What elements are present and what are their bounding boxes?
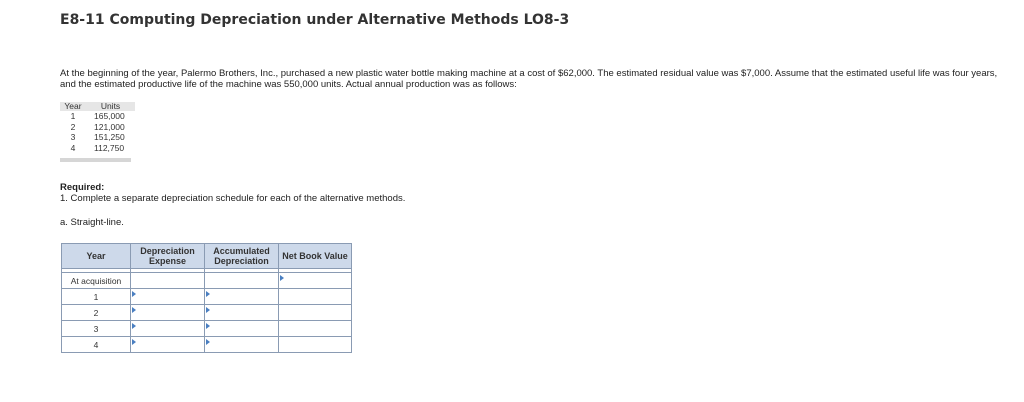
nbv-field-2[interactable] — [279, 306, 351, 319]
input-marker-icon — [206, 307, 210, 313]
dep-expense-input-1[interactable] — [131, 289, 205, 305]
production-units-table — [60, 102, 135, 153]
table-row — [62, 305, 352, 321]
acc-dep-input-4[interactable] — [205, 337, 279, 353]
units-header-year: Year — [60, 102, 86, 111]
acc-dep-input-1[interactable] — [205, 289, 279, 305]
table-row — [62, 321, 352, 337]
input-marker-icon — [132, 291, 136, 297]
table-row — [60, 122, 135, 133]
table-row — [60, 132, 135, 143]
input-marker-icon — [206, 323, 210, 329]
acc-dep-field-3[interactable] — [205, 322, 278, 335]
acc-dep-field-4[interactable] — [205, 338, 278, 351]
nbv-input-1[interactable] — [279, 289, 352, 305]
acc-dep-cell-blank — [205, 273, 279, 289]
units-year: 4 — [70, 142, 76, 153]
schedule-header — [62, 244, 352, 269]
input-marker-icon — [132, 339, 136, 345]
input-marker-icon — [132, 307, 136, 313]
table-row — [62, 337, 352, 353]
nbv-field-4[interactable] — [279, 338, 351, 351]
table-row — [60, 111, 135, 122]
units-value: 112,750 — [94, 142, 125, 153]
nbv-acquisition-field[interactable] — [279, 274, 351, 287]
nbv-field-3[interactable] — [279, 322, 351, 335]
schedule-year-label: At acquisition — [62, 273, 131, 289]
straight-line-schedule — [61, 243, 352, 353]
acc-dep-field-1[interactable] — [205, 290, 278, 303]
dep-expense-input-2[interactable] — [131, 305, 205, 321]
schedule-year-label: 1 — [62, 289, 131, 305]
dep-expense-field-3[interactable] — [131, 322, 204, 335]
nbv-acquisition-input[interactable] — [279, 273, 352, 289]
table-row — [62, 289, 352, 305]
required-heading: Required: — [60, 182, 105, 193]
acc-dep-field-2[interactable] — [205, 306, 278, 319]
units-value: 165,000 — [94, 111, 125, 121]
schedule-year-label: 3 — [62, 321, 131, 337]
dep-expense-input-3[interactable] — [131, 321, 205, 337]
dep-expense-input-4[interactable] — [131, 337, 205, 353]
part-a-label: a. Straight-line. — [60, 217, 124, 228]
units-table-divider — [60, 158, 131, 162]
problem-title: E8-11 Computing Depreciation under Alternative Methods LO8-3 — [60, 12, 570, 28]
input-marker-icon — [206, 339, 210, 345]
dep-expense-field-4[interactable] — [131, 338, 204, 351]
schedule-header-dep-expense: Depreciation Expense — [131, 244, 205, 269]
nbv-input-3[interactable] — [279, 321, 352, 337]
input-marker-icon — [206, 291, 210, 297]
units-header-units: Units — [86, 102, 135, 111]
units-table-header — [60, 102, 135, 111]
dep-expense-cell-blank — [131, 273, 205, 289]
input-marker-icon — [132, 323, 136, 329]
problem-description: At the beginning of the year, Palermo Brothers, Inc., purchased a new plastic water bottle making machine at a cost of $62,000. The estimated residual value was $7,000. Assume that the estimated useful life was four years, and the estimated productive life of the machine was 550,000 units. Actual annual production was as follows: — [60, 68, 998, 90]
table-row — [62, 273, 352, 289]
acc-dep-input-3[interactable] — [205, 321, 279, 337]
schedule-year-label: 4 — [62, 337, 131, 353]
schedule-header-year: Year — [62, 244, 131, 269]
nbv-input-4[interactable] — [279, 337, 352, 353]
input-marker-icon — [280, 275, 284, 281]
schedule-header-acc-dep: Accumulated Depreciation — [205, 244, 279, 269]
schedule-header-nbv: Net Book Value — [279, 244, 352, 269]
units-value: 151,250 — [94, 132, 125, 142]
nbv-input-2[interactable] — [279, 305, 352, 321]
nbv-field-1[interactable] — [279, 290, 351, 303]
units-value: 121,000 — [94, 121, 125, 132]
acc-dep-input-2[interactable] — [205, 305, 279, 321]
dep-expense-field-2[interactable] — [131, 306, 204, 319]
schedule-year-label: 2 — [62, 305, 131, 321]
table-row — [60, 143, 135, 154]
units-year: 3 — [70, 132, 76, 142]
units-year: 1 — [70, 111, 76, 121]
units-year: 2 — [70, 121, 76, 132]
dep-expense-field-1[interactable] — [131, 290, 204, 303]
required-instruction: 1. Complete a separate depreciation schedule for each of the alternative methods. — [60, 193, 406, 204]
